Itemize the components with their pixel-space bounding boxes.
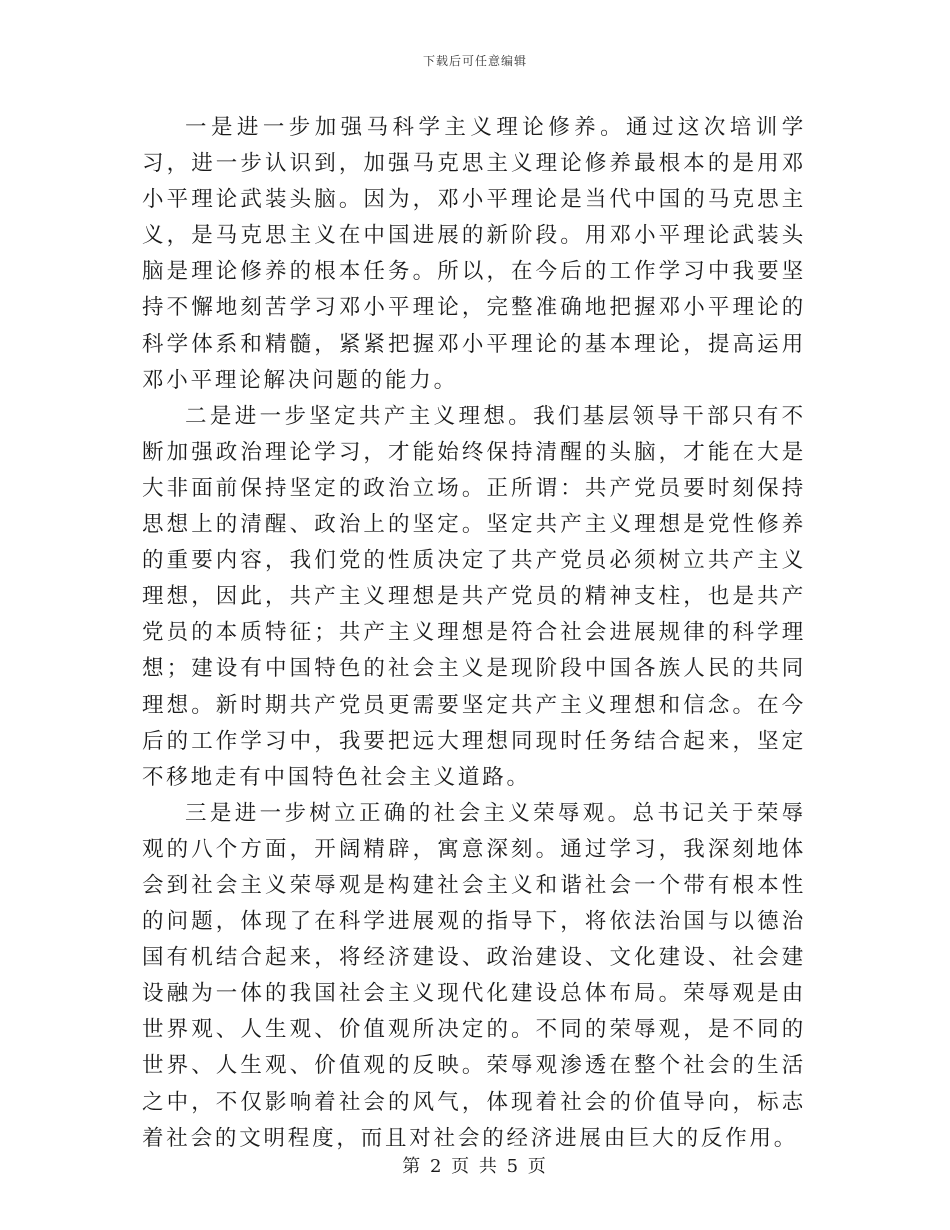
page-header: 下载后可任意编辑: [422, 54, 527, 68]
paragraph-1: 一是进一步加强马科学主义理论修养。通过这次培训学习，进一步认识到，加强马克思主义理论修养最根本的是用邓小平理论武装头脑。因为，邓小平理论是当代中国的马克思主义，是马克思主义在中国进展的新阶段。用邓小平理论武装头脑是理论修养的根本任务。所以，在今后的工作学习中我要坚持不懈地刻苦学习邓小平理论，完整准确地把握邓小平理论的科学体系和精髓，紧紧把握邓小平理论的基本理论，提高运用邓小平理论解决问题的能力。: [142, 115, 806, 393]
paragraph-2: 二是进一步坚定共产主义理想。我们基层领导干部只有不断加强政治理论学习，才能始终保持清醒的头脑，才能在大是大非面前保持坚定的政治立场。正所谓：共产党员要时刻保持思想上的清醒、政治上的坚定。坚定共产主义理想是党性修养的重要内容，我们党的性质决定了共产党员必须树立共产主义理想，因此，共产主义理想是共产党员的精神支柱，也是共产党员的本质特征；共产主义理想是符合社会进展规律的科学理想；建设有中国特色的社会主义是现阶段中国各族人民的共同理想。新时期共产党员更需要坚定共产主义理想和信念。在今后的工作学习中，我要把远大理想同现时任务结合起来，坚定不移地走有中国特色社会主义道路。: [142, 403, 806, 790]
page-number-footer: 第 2 页 共 5 页: [402, 1156, 548, 1177]
document-body: [142, 110, 806, 1157]
paragraph-3: 三是进一步树立正确的社会主义荣辱观。总书记关于荣辱观的八个方面，开阔精辟，寓意深刻。通过学习，我深刻地体会到社会主义荣辱观是构建社会主义和谐社会一个带有根本性的问题，体现了在科学进展观的指导下，将依法治国与以德治国有机结合起来，将经济建设、政治建设、文化建设、社会建设融为一体的我国社会主义现代化建设总体布局。荣辱观是由世界观、人生观、价值观所决定的。不同的荣辱观，是不同的世界、人生观、价值观的反映。荣辱观渗透在整个社会的生活之中，不仅影响着社会的风气，体现着社会的价值导向，标志着社会的文明程度，而且对社会的经济进展由巨大的反作用。: [142, 800, 806, 1151]
